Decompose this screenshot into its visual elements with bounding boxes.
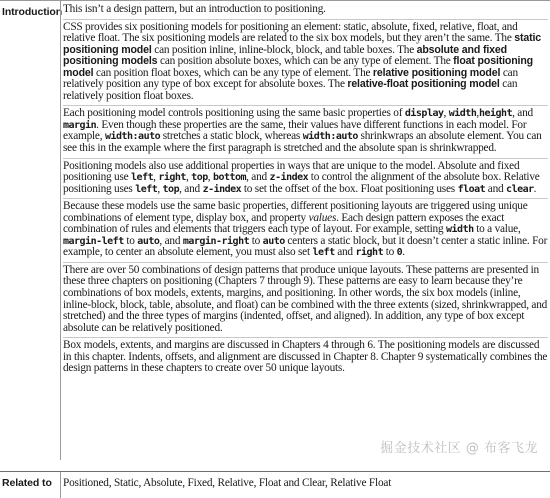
- text-run: This isn’t a design pattern, but an introduction to positioning.: [63, 3, 326, 15]
- text-run: Box models, extents, and margins are discussed in Chapters 4 through 6. The positioning models are discussed in this chapter. Indents, offsets, and alignment are discussed in Chapter 8. Chapter 9 systematically combines the design patterns in these chapters to create over 50 unique layouts.: [63, 339, 548, 375]
- text-run: shrinkwraps an absolute element. You can see this in the example where the first paragraph is stretched and the absolute span is shrinkwrapped.: [63, 130, 542, 155]
- code-term: width:auto: [104, 131, 161, 143]
- text-run: to: [249, 234, 263, 247]
- code-term: width: [448, 108, 477, 120]
- text-run: ,: [207, 171, 213, 184]
- bold-term: absolute and fixed positioning models: [63, 43, 507, 68]
- text-run: ,: [153, 171, 159, 184]
- bold-term: static positioning model: [63, 32, 542, 56]
- text-run: ,: [157, 182, 163, 195]
- text-run: , and: [246, 171, 270, 184]
- text-run: can position float boxes, which can be any type of element. The: [93, 66, 373, 79]
- intro-paragraph: [63, 262, 548, 337]
- code-term: clear: [506, 183, 534, 195]
- code-term: left: [135, 183, 158, 195]
- code-term: margin-right: [182, 235, 250, 247]
- text-run: can relatively position float boxes.: [63, 78, 518, 102]
- text-run: . Even though these properties are the same, their values have different functions in each model. For example,: [63, 118, 527, 143]
- intro-paragraph: [63, 158, 548, 199]
- related-to-text: Positioned, Static, Absolute, Fixed, Relative, Float and Clear, Relative Float: [63, 477, 392, 489]
- related-to-row: [0, 471, 550, 498]
- intro-paragraph: [63, 337, 548, 378]
- code-term: z-index: [269, 172, 309, 184]
- text-run: .: [402, 246, 405, 259]
- intro-paragraph: [63, 198, 548, 262]
- text-run: There are over 50 combinations of design patterns that produce unique layouts. These patterns are presented in these three chapters on positioning (Chapters 7 through 9). These patterns are easy to learn because they’re combinations of box models, extents, margins, and positioning. In other words, the six box models (inline, inline-block, block, table, absolute, and float) can be combined with the three extents (sized, shrinkwrapped, and stretched) and the three types of margins (indented, offset, and aligned). In addition, any type of box except absolute can be relatively positioned.: [63, 263, 548, 334]
- code-term: 0: [396, 247, 403, 259]
- text-run: ,: [185, 171, 192, 184]
- code-term: right: [158, 172, 186, 184]
- text-run: centers a static block, but it doesn’t center a static inline. For example, to center an absolute element, you must also set: [63, 234, 548, 259]
- code-term: display: [404, 108, 444, 120]
- text-run: Because these models use the same basic properties, different positioning layouts are triggered using unique combinations of element type, display box, and property: [63, 200, 528, 224]
- text-run: , and: [179, 182, 203, 195]
- code-term: top: [162, 183, 180, 195]
- column-divider: [60, 1, 61, 460]
- code-term: z-index: [202, 183, 242, 195]
- code-term: width: [446, 224, 474, 236]
- code-term: margin: [63, 119, 97, 131]
- code-term: auto: [137, 235, 160, 247]
- related-to-label: Related to: [2, 477, 52, 489]
- text-run: ,: [476, 107, 479, 120]
- code-term: auto: [262, 235, 285, 247]
- code-term: left: [312, 247, 335, 259]
- text-run: .: [533, 182, 537, 195]
- watermark-text: 掘金技术社区 @ 布客飞龙: [380, 441, 538, 456]
- text-run: to: [383, 246, 397, 259]
- code-term: height: [478, 108, 513, 120]
- text-run: can position inline, inline-block, block, and table boxes. The: [151, 43, 417, 56]
- text-run: , and: [512, 107, 533, 120]
- code-term: right: [355, 247, 384, 259]
- code-term: float: [457, 183, 486, 195]
- bold-term: float positioning model: [63, 55, 533, 79]
- bold-term: relative positioning model: [372, 66, 501, 79]
- text-run: CSS provides six positioning models for positioning an element: static, absolute, fixed, relative, float, and relative float. The six positioning models are related to the six box models, but they aren’t the same. The: [63, 20, 518, 45]
- bold-term: relative-float positioning model: [347, 78, 500, 91]
- text-run: to control the alignment of the absolute box. Relative positioning uses: [63, 171, 540, 195]
- text-run: to set the offset of the box. Float positioning uses: [241, 182, 458, 195]
- text-run: stretches a static block, whereas: [160, 130, 303, 143]
- column-divider: [60, 472, 61, 498]
- text-run: to a value,: [473, 223, 521, 236]
- code-term: bottom: [212, 172, 247, 184]
- text-run: and: [334, 246, 356, 259]
- text-run: to: [123, 234, 138, 247]
- text-run: can relatively position any type of box except for absolute boxes. The: [63, 66, 518, 91]
- text-run: and: [485, 182, 507, 195]
- code-term: top: [191, 172, 208, 184]
- code-term: margin-left: [63, 235, 124, 247]
- italic-term: values: [308, 211, 337, 224]
- intro-paragraph: [63, 105, 548, 157]
- intro-paragraph: [63, 19, 548, 106]
- introduction-body: [63, 1, 548, 378]
- text-run: can position absolute boxes, which can be any type of element. The: [157, 55, 454, 68]
- introduction-label: Introduction: [2, 6, 63, 18]
- text-run: , and: [159, 234, 183, 247]
- text-run: Each positioning model controls positioning using the same basic properties of: [63, 107, 405, 120]
- text-run: ,: [443, 107, 449, 120]
- code-term: width:auto: [302, 131, 358, 143]
- text-run: Positioning models also use additional properties in ways that are unique to the model. Absolute and fixed positioning use: [63, 159, 520, 184]
- code-term: left: [131, 172, 154, 184]
- intro-paragraph: [63, 1, 548, 19]
- text-run: . Each design pattern exposes the exact combination of rules and elements that triggers each type of layout. For example, setting: [63, 211, 505, 236]
